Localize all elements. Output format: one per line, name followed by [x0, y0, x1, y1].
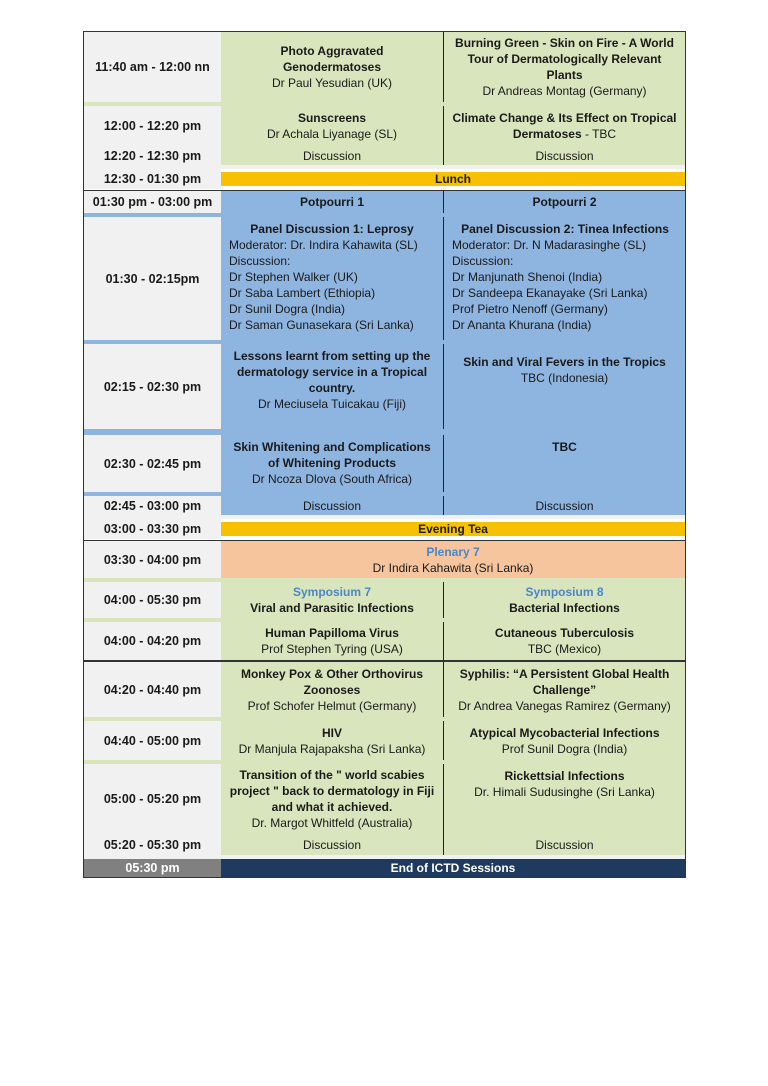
speaker: Dr Meciusela Tuicakau (Fiji) — [257, 397, 407, 411]
schedule-row — [84, 541, 685, 578]
speaker: Prof Schofer Helmut (Germany) — [247, 698, 417, 713]
schedule-row — [84, 834, 685, 855]
time-cell: 04:20 - 04:40 pm — [84, 662, 221, 717]
schedule-table — [83, 31, 686, 878]
time-cell: 01:30 - 02:15pm — [84, 217, 221, 340]
panelist: Dr Sandeepa Ekanayake (Sri Lanka) — [452, 286, 648, 300]
time-cell: 02:30 - 02:45 pm — [84, 435, 221, 492]
session-right — [443, 721, 685, 760]
session-text — [449, 110, 681, 142]
session-title: Atypical Mycobacterial Infections — [469, 725, 660, 740]
break-cell — [221, 169, 685, 189]
speaker: Dr Manjula Rajapaksha (Sri Lanka) — [238, 741, 426, 756]
panel-title: Panel Discussion 1: Leprosy — [250, 222, 414, 236]
discussion-left: Discussion — [221, 146, 443, 165]
session-left — [221, 622, 443, 660]
symposium-label: Symposium 7 — [292, 585, 372, 599]
session-right — [443, 106, 685, 146]
session-title: Burning Green - Skin on Fire - A World Tour of Dermatologically Relevant Plants — [455, 36, 674, 82]
schedule-row — [84, 622, 685, 660]
time-cell: 03:30 - 04:00 pm — [84, 541, 221, 578]
schedule-row — [84, 191, 685, 213]
session-title: HIV — [321, 725, 342, 740]
speaker: TBC (Mexico) — [527, 642, 602, 656]
session-left — [221, 764, 443, 834]
speaker: Dr Andreas Montag (Germany) — [482, 84, 647, 98]
schedule-row — [84, 435, 685, 492]
session-title: Sunscreens — [297, 111, 367, 125]
schedule-row — [84, 519, 685, 539]
speaker: Dr. Margot Whitfeld (Australia) — [251, 816, 413, 830]
session-left — [221, 32, 443, 102]
time-cell: 04:40 - 05:00 pm — [84, 721, 221, 760]
time-cell: 05:00 - 05:20 pm — [84, 764, 221, 834]
time-cell: 12:30 - 01:30 pm — [84, 169, 221, 189]
session-title: Syphilis: “A Persistent Global Health Challenge” — [459, 666, 670, 697]
discussion-right: Discussion — [443, 146, 685, 165]
speaker: Dr Indira Kahawita (Sri Lanka) — [372, 560, 534, 575]
plenary-title: Plenary 7 — [426, 544, 480, 559]
session-left — [221, 435, 443, 492]
schedule-row — [84, 764, 685, 834]
speaker: Dr Paul Yesudian (UK) — [271, 76, 393, 90]
speaker: - TBC — [581, 127, 617, 141]
schedule-row — [84, 169, 685, 189]
session-left — [221, 721, 443, 760]
panelist: Dr Sunil Dogra (India) — [229, 302, 346, 316]
discussion-right: Discussion — [443, 834, 685, 855]
time-cell: 02:15 - 02:30 pm — [84, 344, 221, 429]
schedule-row — [84, 217, 685, 340]
session-left — [221, 344, 443, 429]
speaker: Dr Andrea Vanegas Ramirez (Germany) — [458, 698, 671, 713]
time-cell: 11:40 am - 12:00 nn — [84, 32, 221, 102]
time-cell: 04:00 - 05:30 pm — [84, 582, 221, 618]
discussion-left: Discussion — [221, 496, 443, 515]
time-cell: 01:30 pm - 03:00 pm — [84, 191, 221, 213]
session-title: Transition of the " world scabies project " back to dermatology in Fiji and what it achieved. — [229, 768, 435, 814]
session-title: Skin Whitening and Complications of Whitening Products — [233, 440, 431, 470]
schedule-row — [84, 859, 685, 877]
session-title: Cutaneous Tuberculosis — [494, 626, 635, 640]
panel-title: Panel Discussion 2: Tinea Infections — [461, 222, 669, 236]
track-heading-right: Potpourri 2 — [443, 191, 685, 213]
speaker: Prof Stephen Tyring (USA) — [261, 642, 403, 656]
schedule-row — [84, 496, 685, 515]
symposium-right — [443, 582, 685, 618]
session-title: Monkey Pox & Other Orthovirus Zoonoses — [240, 666, 424, 697]
session-title: Climate Change & Its Effect on Tropical Dermatoses — [452, 111, 677, 141]
session-title: TBC — [552, 440, 577, 454]
panelist: Dr Ananta Khurana (India) — [452, 318, 592, 332]
symposium-title: Bacterial Infections — [509, 601, 620, 615]
speaker: Dr Achala Liyanage (SL) — [266, 127, 398, 141]
schedule-row — [84, 146, 685, 165]
schedule-row — [84, 106, 685, 146]
speaker: TBC (Indonesia) — [520, 371, 609, 385]
time-cell: 05:30 pm — [84, 859, 221, 877]
time-cell: 12:00 - 12:20 pm — [84, 106, 221, 146]
session-title: Skin and Viral Fevers in the Tropics — [463, 355, 666, 369]
session-right — [443, 435, 685, 492]
session-left — [221, 662, 443, 717]
session-title: Rickettsial Infections — [504, 769, 625, 783]
panelist: Prof Pietro Nenoff (Germany) — [452, 302, 608, 316]
time-cell: 04:00 - 04:20 pm — [84, 622, 221, 660]
time-cell: 05:20 - 05:30 pm — [84, 834, 221, 855]
panelist: Dr Manjunath Shenoi (India) — [452, 270, 603, 284]
session-right — [443, 764, 685, 834]
session-title: Human Papilloma Virus — [265, 626, 399, 640]
schedule-row — [84, 32, 685, 102]
session-left — [221, 106, 443, 146]
symposium-left — [221, 582, 443, 618]
tea-bar: Evening Tea — [221, 522, 685, 536]
panelist: Dr Saba Lambert (Ethiopia) — [229, 286, 376, 300]
moderator: Moderator: Dr. Indira Kahawita (SL) — [229, 238, 418, 252]
session-right — [443, 32, 685, 102]
session-right — [443, 622, 685, 660]
panelist: Dr Saman Gunasekara (Sri Lanka) — [229, 318, 414, 332]
session-title: Photo Aggravated Genodermatoses — [280, 44, 384, 74]
lunch-bar: Lunch — [221, 172, 685, 186]
speaker: Dr. Himali Sudusinghe (Sri Lanka) — [474, 785, 655, 799]
end-of-sessions-bar: End of ICTD Sessions — [221, 859, 685, 877]
schedule-row — [84, 582, 685, 618]
speaker: Prof Sunil Dogra (India) — [501, 741, 628, 756]
panelist: Dr Stephen Walker (UK) — [229, 270, 358, 284]
track-heading-left: Potpourri 1 — [221, 191, 443, 213]
schedule-row — [84, 721, 685, 760]
session-title: Lessons learnt from setting up the dermatology service in a Tropical country. — [233, 349, 431, 395]
session-right — [443, 344, 685, 429]
panel-right — [443, 217, 685, 340]
discussion-right: Discussion — [443, 496, 685, 515]
moderator: Moderator: Dr. N Madarasinghe (SL) — [452, 238, 647, 252]
symposium-label: Symposium 8 — [525, 585, 604, 599]
session-right — [443, 662, 685, 717]
break-cell — [221, 519, 685, 539]
panel-left — [221, 217, 443, 340]
discussion-label: Discussion: — [452, 254, 514, 268]
time-cell: 02:45 - 03:00 pm — [84, 496, 221, 515]
time-cell: 03:00 - 03:30 pm — [84, 519, 221, 539]
discussion-label: Discussion: — [229, 254, 291, 268]
schedule-row — [84, 344, 685, 429]
time-cell: 12:20 - 12:30 pm — [84, 146, 221, 165]
discussion-left: Discussion — [221, 834, 443, 855]
symposium-title: Viral and Parasitic Infections — [250, 601, 414, 615]
speaker: Dr Ncoza Dlova (South Africa) — [251, 472, 413, 486]
plenary-cell — [221, 541, 685, 578]
schedule-row — [84, 662, 685, 717]
